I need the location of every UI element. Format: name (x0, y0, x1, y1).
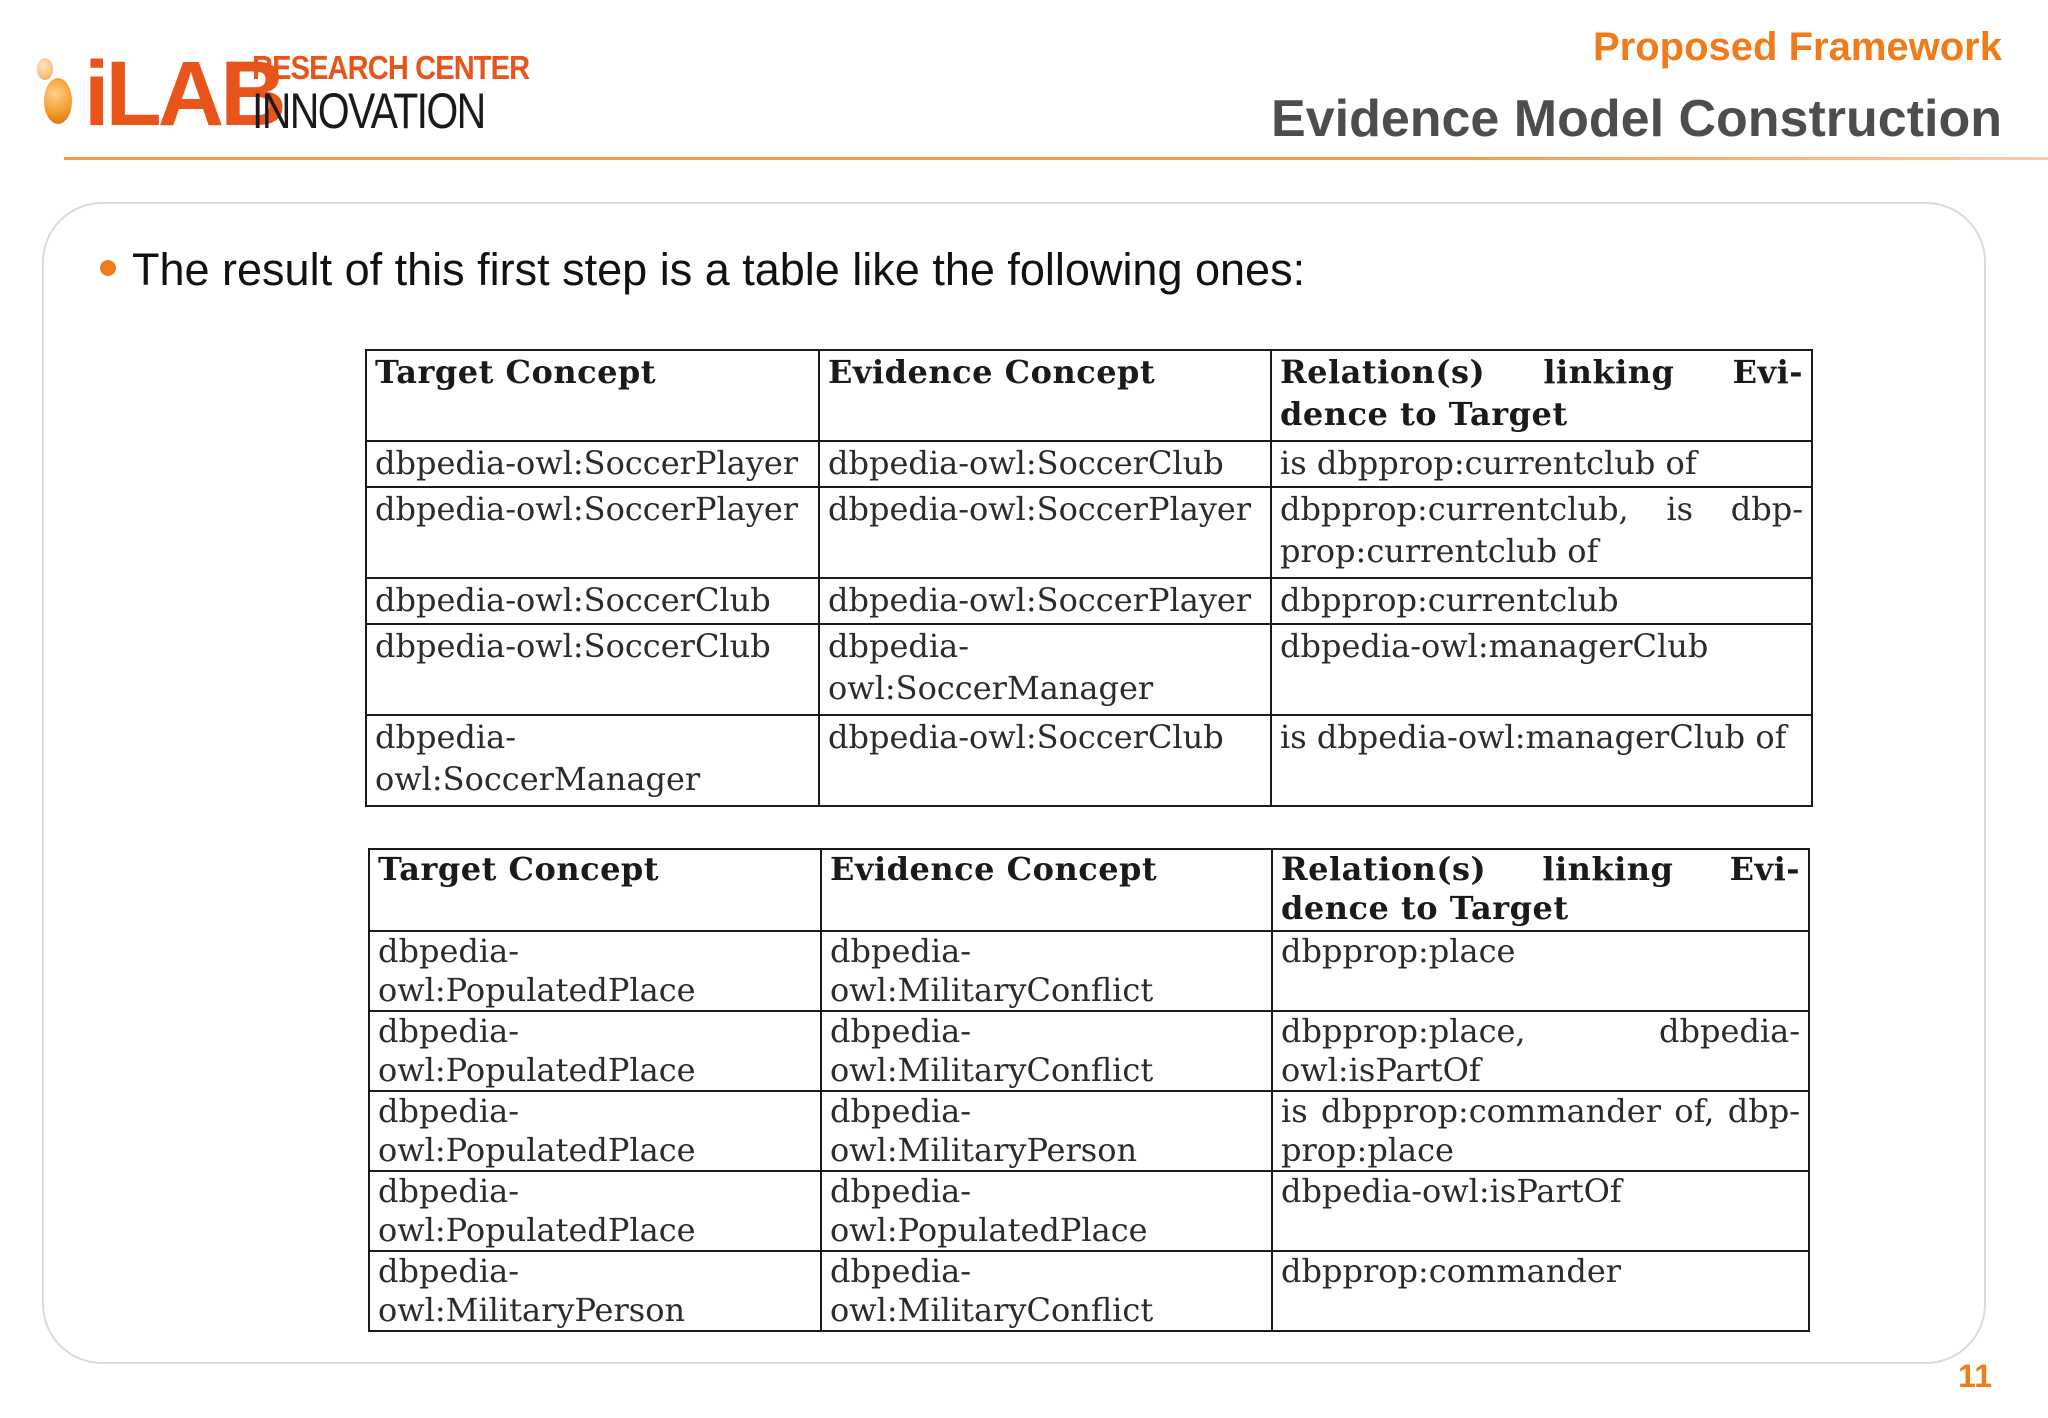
cell-evidence: dbpedia-owl:SoccerManager (819, 624, 1271, 715)
header-evidence-concept: Evidence Concept (819, 350, 1271, 441)
logo-research-center: RESEARCH CENTER (252, 49, 530, 86)
bullet-item (100, 240, 1305, 300)
header-relations: Relation(s) linking Evi-dence to Target (1272, 849, 1809, 931)
cell-evidence: dbpedia-owl:MilitaryConflict (821, 1011, 1272, 1091)
table-row (369, 1091, 1809, 1171)
table-row (366, 441, 1812, 487)
cell-target: dbpedia-owl:PopulatedPlace (369, 931, 821, 1011)
cell-evidence: dbpedia-owl:SoccerPlayer (819, 578, 1271, 624)
cell-target: dbpedia-owl:PopulatedPlace (369, 1091, 821, 1171)
cell-target: dbpedia-owl:SoccerPlayer (366, 487, 819, 578)
cell-evidence: dbpedia-owl:MilitaryConflict (821, 931, 1272, 1011)
cell-evidence: dbpedia-owl:SoccerClub (819, 715, 1271, 806)
cell-target: dbpedia-owl:SoccerManager (366, 715, 819, 806)
evidence-table-military (368, 848, 1810, 1332)
evidence-table-soccer (365, 349, 1813, 807)
cell-target: dbpedia-owl:PopulatedPlace (369, 1171, 821, 1251)
table-row (366, 487, 1812, 578)
cell-relation: dbpprop:currentclub, is dbp-prop:currentclub of (1271, 487, 1812, 578)
cell-relation: is dbpprop:commander of, dbp-prop:place (1272, 1091, 1809, 1171)
ilab-logo (34, 43, 530, 145)
cell-relation: dbpedia-owl:isPartOf (1272, 1171, 1809, 1251)
cell-evidence: dbpedia-owl:PopulatedPlace (821, 1171, 1272, 1251)
cell-evidence: dbpedia-owl:SoccerClub (819, 441, 1271, 487)
cell-target: dbpedia-owl:MilitaryPerson (369, 1251, 821, 1331)
header-evidence-concept: Evidence Concept (821, 849, 1272, 931)
cell-target: dbpedia-owl:SoccerClub (366, 624, 819, 715)
cell-evidence: dbpedia-owl:MilitaryPerson (821, 1091, 1272, 1171)
table-header-row (366, 350, 1812, 441)
header-divider (64, 157, 2048, 160)
header-target-concept: Target Concept (369, 849, 821, 931)
cell-relation: is dbpprop:currentclub of (1271, 441, 1812, 487)
logo-wordmark: iLAB (84, 43, 283, 145)
slide-title: Evidence Model Construction (1271, 90, 2002, 148)
bullet-text: The result of this first step is a table like the following ones: (132, 244, 1306, 295)
table-header-row (369, 849, 1809, 931)
cell-target: dbpedia-owl:SoccerClub (366, 578, 819, 624)
cell-relation: dbpprop:currentclub (1271, 578, 1812, 624)
cell-evidence: dbpedia-owl:SoccerPlayer (819, 487, 1271, 578)
table-row (366, 624, 1812, 715)
header-target-concept: Target Concept (366, 350, 819, 441)
cell-target: dbpedia-owl:PopulatedPlace (369, 1011, 821, 1091)
logo-innovation: INNOVATION (252, 83, 485, 139)
cell-relation: dbpprop:commander (1272, 1251, 1809, 1331)
cell-relation: dbpprop:place, dbpedia-owl:isPartOf (1272, 1011, 1809, 1091)
bullet-dot-icon (100, 260, 116, 276)
cell-relation: dbpprop:place (1272, 931, 1809, 1011)
table-row (366, 578, 1812, 624)
table-row (366, 715, 1812, 806)
cell-target: dbpedia-owl:SoccerPlayer (366, 441, 819, 487)
table-row (369, 1011, 1809, 1091)
header-relations: Relation(s) linking Evi-dence to Target (1271, 350, 1812, 441)
page-number: 11 (1958, 1358, 1992, 1394)
table-row (369, 1251, 1809, 1331)
section-title: Proposed Framework (1592, 25, 2002, 69)
cell-relation: is dbpedia-owl:managerClub of (1271, 715, 1812, 806)
cell-relation: dbpedia-owl:managerClub (1271, 624, 1812, 715)
cell-evidence: dbpedia-owl:MilitaryConflict (821, 1251, 1272, 1331)
table-row (369, 1171, 1809, 1251)
table-row (369, 931, 1809, 1011)
